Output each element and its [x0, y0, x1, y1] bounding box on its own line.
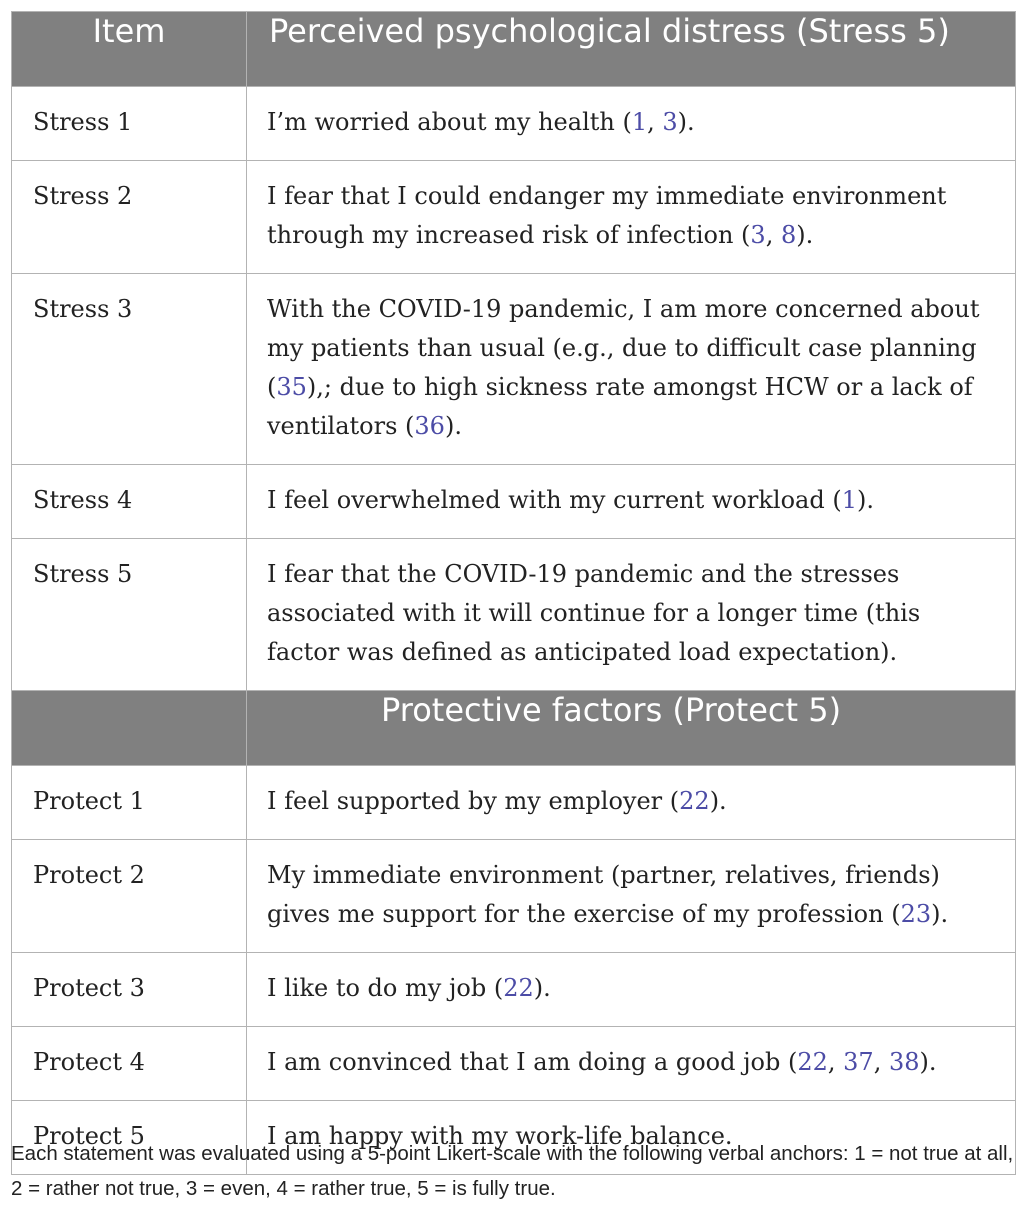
header-protect-section: Protective factors (Protect 5): [247, 691, 1016, 766]
table-row: [12, 1027, 1016, 1101]
item-statement: [247, 87, 1016, 161]
statement-text: ).: [677, 108, 695, 136]
statement-text: ,: [827, 1048, 844, 1076]
item-statement: [247, 766, 1016, 840]
reference-link[interactable]: 36: [414, 412, 445, 440]
item-statement: [247, 840, 1016, 953]
table-footnote: Each statement was evaluated using a 5-point Likert-scale with the following verbal anchors: 1 = not true at all, 2 = rather not true, 3 = even, 4 = rather true, 5 = is fully true.: [11, 1142, 1014, 1200]
statement-text: ).: [796, 221, 814, 249]
item-label: Stress 5: [12, 539, 247, 691]
item-label: Stress 1: [12, 87, 247, 161]
reference-link[interactable]: 3: [750, 221, 766, 249]
header-stress-section: Perceived psychological distress (Stress 5): [247, 12, 1016, 87]
item-statement: [247, 161, 1016, 274]
statement-text: My immediate environment (partner, relatives, friends) gives me support for the exercise of my profession (: [267, 861, 940, 928]
stress-section: [12, 87, 1016, 691]
statement-text: ,: [647, 108, 663, 136]
item-statement: [247, 465, 1016, 539]
statement-text: ).: [931, 900, 949, 928]
item-statement: [247, 274, 1016, 465]
header-item: Item: [12, 12, 247, 87]
statement-text: I like to do my job (: [267, 974, 504, 1002]
statement-text: ,: [873, 1048, 889, 1076]
item-statement: [247, 1027, 1016, 1101]
statement-text: ).: [709, 787, 727, 815]
statement-text: I am happy with my work-life balance.: [267, 1122, 733, 1150]
reference-link[interactable]: 8: [780, 221, 797, 249]
protect-section: [12, 766, 1016, 1175]
reference-link[interactable]: 35: [276, 373, 307, 401]
item-label: Protect 2: [12, 840, 247, 953]
reference-link[interactable]: 22: [679, 787, 710, 815]
reference-link[interactable]: 23: [900, 900, 932, 928]
reference-link[interactable]: 1: [631, 108, 648, 136]
statement-text: ).: [533, 974, 551, 1002]
statement-text: ).: [444, 412, 462, 440]
statement-text: I fear that the COVID-19 pandemic and the stresses associated with it will continue for a longer time (this factor was defined as anticipated load expectation).: [267, 560, 921, 666]
statement-text: ).: [856, 486, 874, 514]
table-header-row: [12, 12, 1016, 87]
item-label: Protect 1: [12, 766, 247, 840]
table-row: [12, 161, 1016, 274]
item-label: Protect 3: [12, 953, 247, 1027]
statement-text: I fear that I could endanger my immediate environment through my increased risk of infection (: [267, 182, 947, 249]
table-row: [12, 766, 1016, 840]
reference-link[interactable]: 38: [888, 1048, 920, 1076]
table-row: [12, 840, 1016, 953]
statement-text: ,: [765, 221, 781, 249]
statement-text: With the COVID-19 pandemic, I am more concerned about my patients than usual (e.g., due to difficult case planning (: [267, 295, 980, 401]
protect-header-empty: [12, 691, 247, 766]
table-row: [12, 274, 1016, 465]
reference-link[interactable]: 3: [662, 108, 678, 136]
items-table: [11, 11, 1016, 1175]
table-row: [12, 539, 1016, 691]
item-label: Protect 4: [12, 1027, 247, 1101]
table-row: [12, 465, 1016, 539]
item-label: Stress 4: [12, 465, 247, 539]
item-label: Protect 5: [12, 1101, 247, 1175]
statement-text: I feel overwhelmed with my current workload (: [267, 486, 842, 514]
item-statement: [247, 953, 1016, 1027]
reference-link[interactable]: 37: [843, 1048, 874, 1076]
statement-text: I am convinced that I am doing a good job (: [267, 1048, 798, 1076]
table-row: [12, 87, 1016, 161]
statement-text: ).: [919, 1048, 937, 1076]
item-statement: [247, 539, 1016, 691]
protect-header-row: [12, 691, 1016, 766]
table-row: [12, 953, 1016, 1027]
reference-link[interactable]: 1: [841, 486, 857, 514]
reference-link[interactable]: 22: [797, 1048, 828, 1076]
statement-text: ),; due to high sickness rate amongst HCW or a lack of ventilators (: [267, 373, 973, 440]
item-label: Stress 2: [12, 161, 247, 274]
reference-link[interactable]: 22: [503, 974, 534, 1002]
statement-text: I’m worried about my health (: [267, 108, 632, 136]
item-label: Stress 3: [12, 274, 247, 465]
statement-text: I feel supported by my employer (: [267, 787, 680, 815]
